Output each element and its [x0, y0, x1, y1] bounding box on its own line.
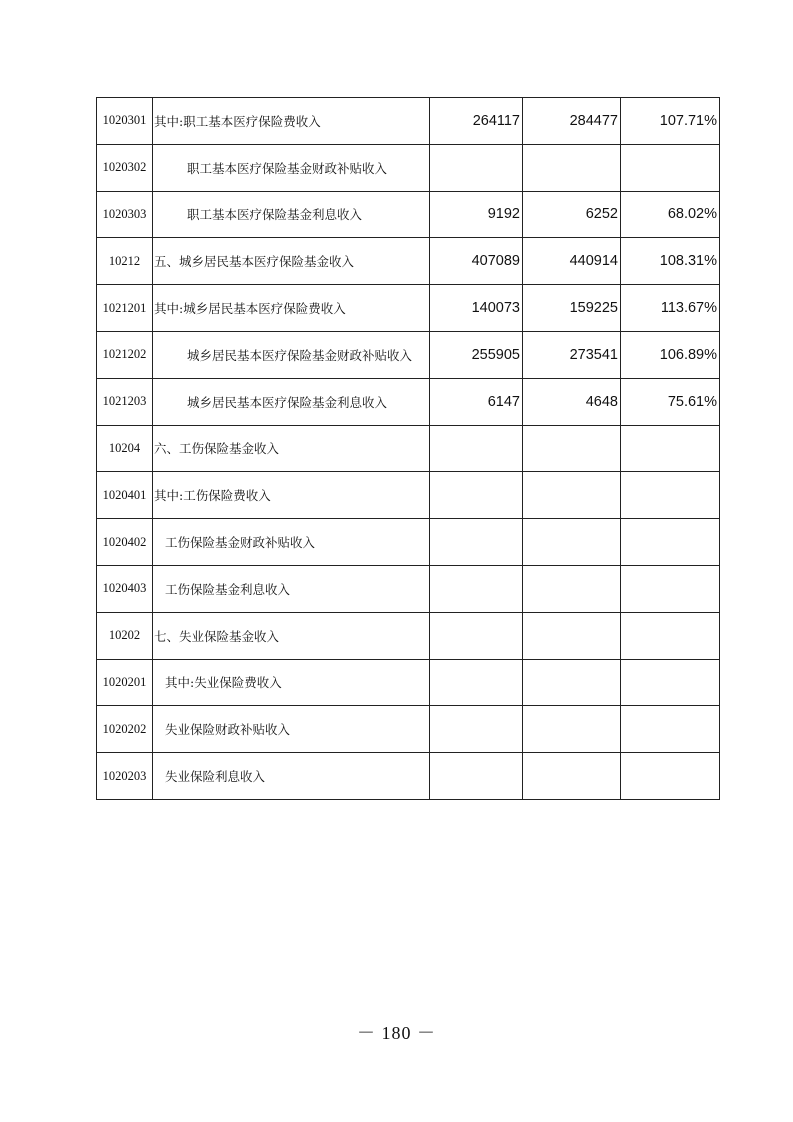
row-value-cell-2: [523, 565, 621, 612]
row-name-cell: [153, 98, 430, 145]
row-name-cell: [153, 706, 430, 753]
row-value-cell-2: [523, 519, 621, 566]
table-row: [97, 519, 720, 566]
row-value-cell-2: [523, 706, 621, 753]
row-value-cell-2: [523, 753, 621, 800]
row-value-cell-2: 273541: [523, 331, 621, 378]
table-row: [97, 753, 720, 800]
row-code-cell: 1020203: [97, 753, 153, 800]
row-value-cell-1: 264117: [430, 98, 523, 145]
table-body: [97, 98, 720, 800]
row-code-cell: 1021202: [97, 331, 153, 378]
row-name-text: 七、失业保险基金收入: [154, 628, 280, 644]
row-name-cell: [153, 285, 430, 332]
row-value-cell-3: [621, 612, 720, 659]
row-code-cell: 1021203: [97, 378, 153, 425]
row-name-cell: [153, 191, 430, 238]
table-row: [97, 331, 720, 378]
row-name-cell: [153, 659, 430, 706]
row-value-cell-3: 113.67%: [621, 285, 720, 332]
table-row: [97, 98, 720, 145]
row-value-cell-1: [430, 472, 523, 519]
row-value-cell-1: [430, 612, 523, 659]
row-value-cell-3: 108.31%: [621, 238, 720, 285]
row-value-cell-3: [621, 472, 720, 519]
row-name-text: 工伤保险基金财政补贴收入: [165, 535, 316, 551]
row-value-cell-3: 107.71%: [621, 98, 720, 145]
row-name-cell: [153, 612, 430, 659]
row-value-cell-1: [430, 753, 523, 800]
row-value-cell-1: 9192: [430, 191, 523, 238]
row-code-cell: 10204: [97, 425, 153, 472]
table-row: [97, 144, 720, 191]
row-value-cell-1: 407089: [430, 238, 523, 285]
row-value-cell-3: [621, 565, 720, 612]
row-name-cell: [153, 238, 430, 285]
row-value-cell-1: 255905: [430, 331, 523, 378]
table-row: [97, 612, 720, 659]
row-value-cell-2: 440914: [523, 238, 621, 285]
row-value-cell-1: [430, 144, 523, 191]
row-value-cell-2: [523, 144, 621, 191]
row-code-cell: 1020401: [97, 472, 153, 519]
row-name-text: 其中:工伤保险费收入: [154, 488, 271, 504]
row-name-text: 六、工伤保险基金收入: [154, 441, 280, 457]
row-value-cell-2: [523, 659, 621, 706]
row-name-text: 其中:职工基本医疗保险费收入: [154, 113, 321, 129]
row-value-cell-1: [430, 706, 523, 753]
row-value-cell-3: [621, 706, 720, 753]
row-code-cell: 1020301: [97, 98, 153, 145]
row-code-cell: 1020402: [97, 519, 153, 566]
row-name-cell: [153, 144, 430, 191]
row-code-cell: 1021201: [97, 285, 153, 332]
row-value-cell-3: [621, 753, 720, 800]
row-code-cell: 1020303: [97, 191, 153, 238]
row-name-text: 失业保险利息收入: [165, 769, 266, 785]
row-value-cell-2: 4648: [523, 378, 621, 425]
row-value-cell-2: [523, 612, 621, 659]
row-value-cell-3: 106.89%: [621, 331, 720, 378]
row-code-cell: 1020201: [97, 659, 153, 706]
table-row: [97, 378, 720, 425]
row-name-text: 五、城乡居民基本医疗保险基金收入: [154, 254, 355, 270]
table-row: [97, 565, 720, 612]
row-value-cell-2: [523, 472, 621, 519]
row-value-cell-2: [523, 425, 621, 472]
row-name-cell: [153, 331, 430, 378]
page-number: － 180 －: [357, 1023, 436, 1043]
row-code-cell: 10202: [97, 612, 153, 659]
row-name-cell: [153, 519, 430, 566]
row-value-cell-2: 284477: [523, 98, 621, 145]
row-name-text: 工伤保险基金利息收入: [165, 581, 291, 597]
table-row: [97, 472, 720, 519]
row-name-text: 职工基本医疗保险基金利息收入: [187, 207, 363, 223]
row-name-text: 失业保险财政补贴收入: [165, 722, 291, 738]
row-value-cell-1: [430, 565, 523, 612]
row-value-cell-1: 140073: [430, 285, 523, 332]
row-value-cell-1: [430, 659, 523, 706]
table-row: [97, 659, 720, 706]
row-code-cell: 1020202: [97, 706, 153, 753]
row-value-cell-2: 6252: [523, 191, 621, 238]
row-name-cell: [153, 565, 430, 612]
row-name-cell: [153, 378, 430, 425]
table-row: [97, 425, 720, 472]
row-value-cell-3: [621, 659, 720, 706]
row-name-text: 其中:城乡居民基本医疗保险费收入: [154, 301, 346, 317]
table-row: [97, 285, 720, 332]
row-name-cell: [153, 472, 430, 519]
row-name-text: 城乡居民基本医疗保险基金财政补贴收入: [187, 347, 413, 363]
row-name-text: 职工基本医疗保险基金财政补贴收入: [187, 160, 388, 176]
table-row: [97, 706, 720, 753]
row-name-cell: [153, 753, 430, 800]
row-value-cell-3: [621, 425, 720, 472]
row-name-cell: [153, 425, 430, 472]
row-value-cell-3: 75.61%: [621, 378, 720, 425]
row-value-cell-1: 6147: [430, 378, 523, 425]
table-row: [97, 238, 720, 285]
row-code-cell: 1020302: [97, 144, 153, 191]
row-value-cell-3: 68.02%: [621, 191, 720, 238]
fund-income-table: [96, 97, 720, 800]
row-name-text: 城乡居民基本医疗保险基金利息收入: [187, 394, 388, 410]
row-value-cell-3: [621, 144, 720, 191]
row-value-cell-1: [430, 425, 523, 472]
row-code-cell: 1020403: [97, 565, 153, 612]
row-code-cell: 10212: [97, 238, 153, 285]
row-name-text: 其中:失业保险费收入: [165, 675, 282, 691]
table-row: [97, 191, 720, 238]
row-value-cell-1: [430, 519, 523, 566]
row-value-cell-3: [621, 519, 720, 566]
row-value-cell-2: 159225: [523, 285, 621, 332]
